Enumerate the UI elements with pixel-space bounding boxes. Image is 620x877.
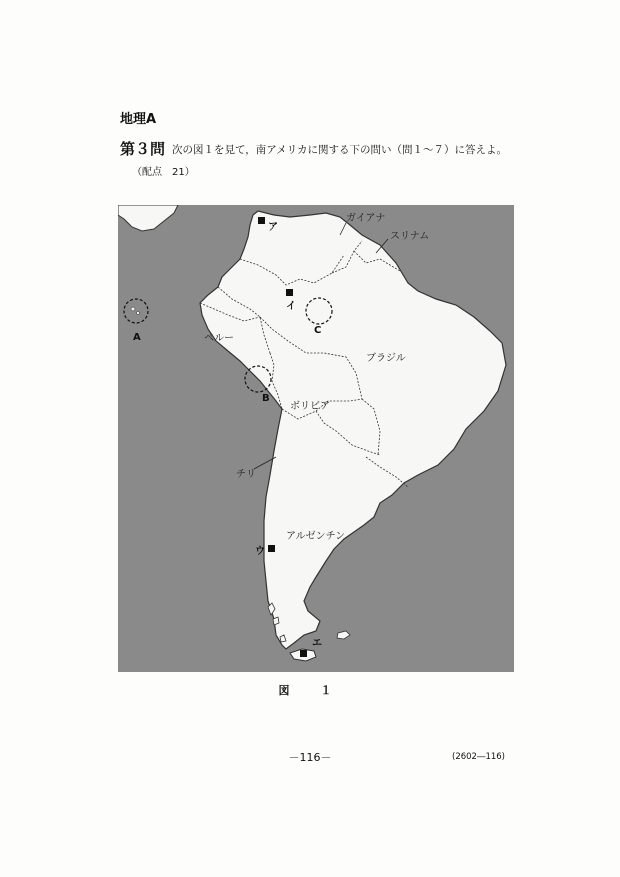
- country-label-chile: チリ: [236, 469, 256, 480]
- square-marker-a-label: ア: [268, 222, 278, 233]
- country-label-bolivia: ボリビア: [290, 401, 330, 412]
- country-label-suriname: スリナム: [390, 231, 430, 242]
- figure-caption: 図 １: [278, 684, 342, 697]
- circle-marker-c-label: C: [314, 325, 322, 336]
- circle-marker-b-label: B: [262, 393, 270, 404]
- country-label-peru: ペルー: [204, 333, 234, 344]
- question-heading: 第３問: [120, 140, 166, 158]
- country-label-guyana: ガイアナ: [346, 213, 386, 224]
- points-note: （配点 21）: [132, 167, 195, 178]
- document-code: (2602―116): [452, 752, 505, 762]
- square-marker-u-label: ウ: [255, 546, 265, 557]
- circle-marker-a-label: A: [133, 332, 141, 343]
- question-text: 次の図１を見て，南アメリカに関する下の問い（問１～７）に答えよ。: [172, 144, 508, 156]
- subject-title: 地理A: [120, 112, 157, 127]
- square-marker-e-label: エ: [312, 638, 322, 649]
- country-label-argentina: アルゼンチン: [286, 531, 346, 542]
- square-marker-i-label: イ: [286, 301, 296, 312]
- south-america-map: [118, 205, 514, 672]
- country-label-brazil: ブラジル: [366, 353, 406, 364]
- page-number: －116－: [288, 751, 332, 764]
